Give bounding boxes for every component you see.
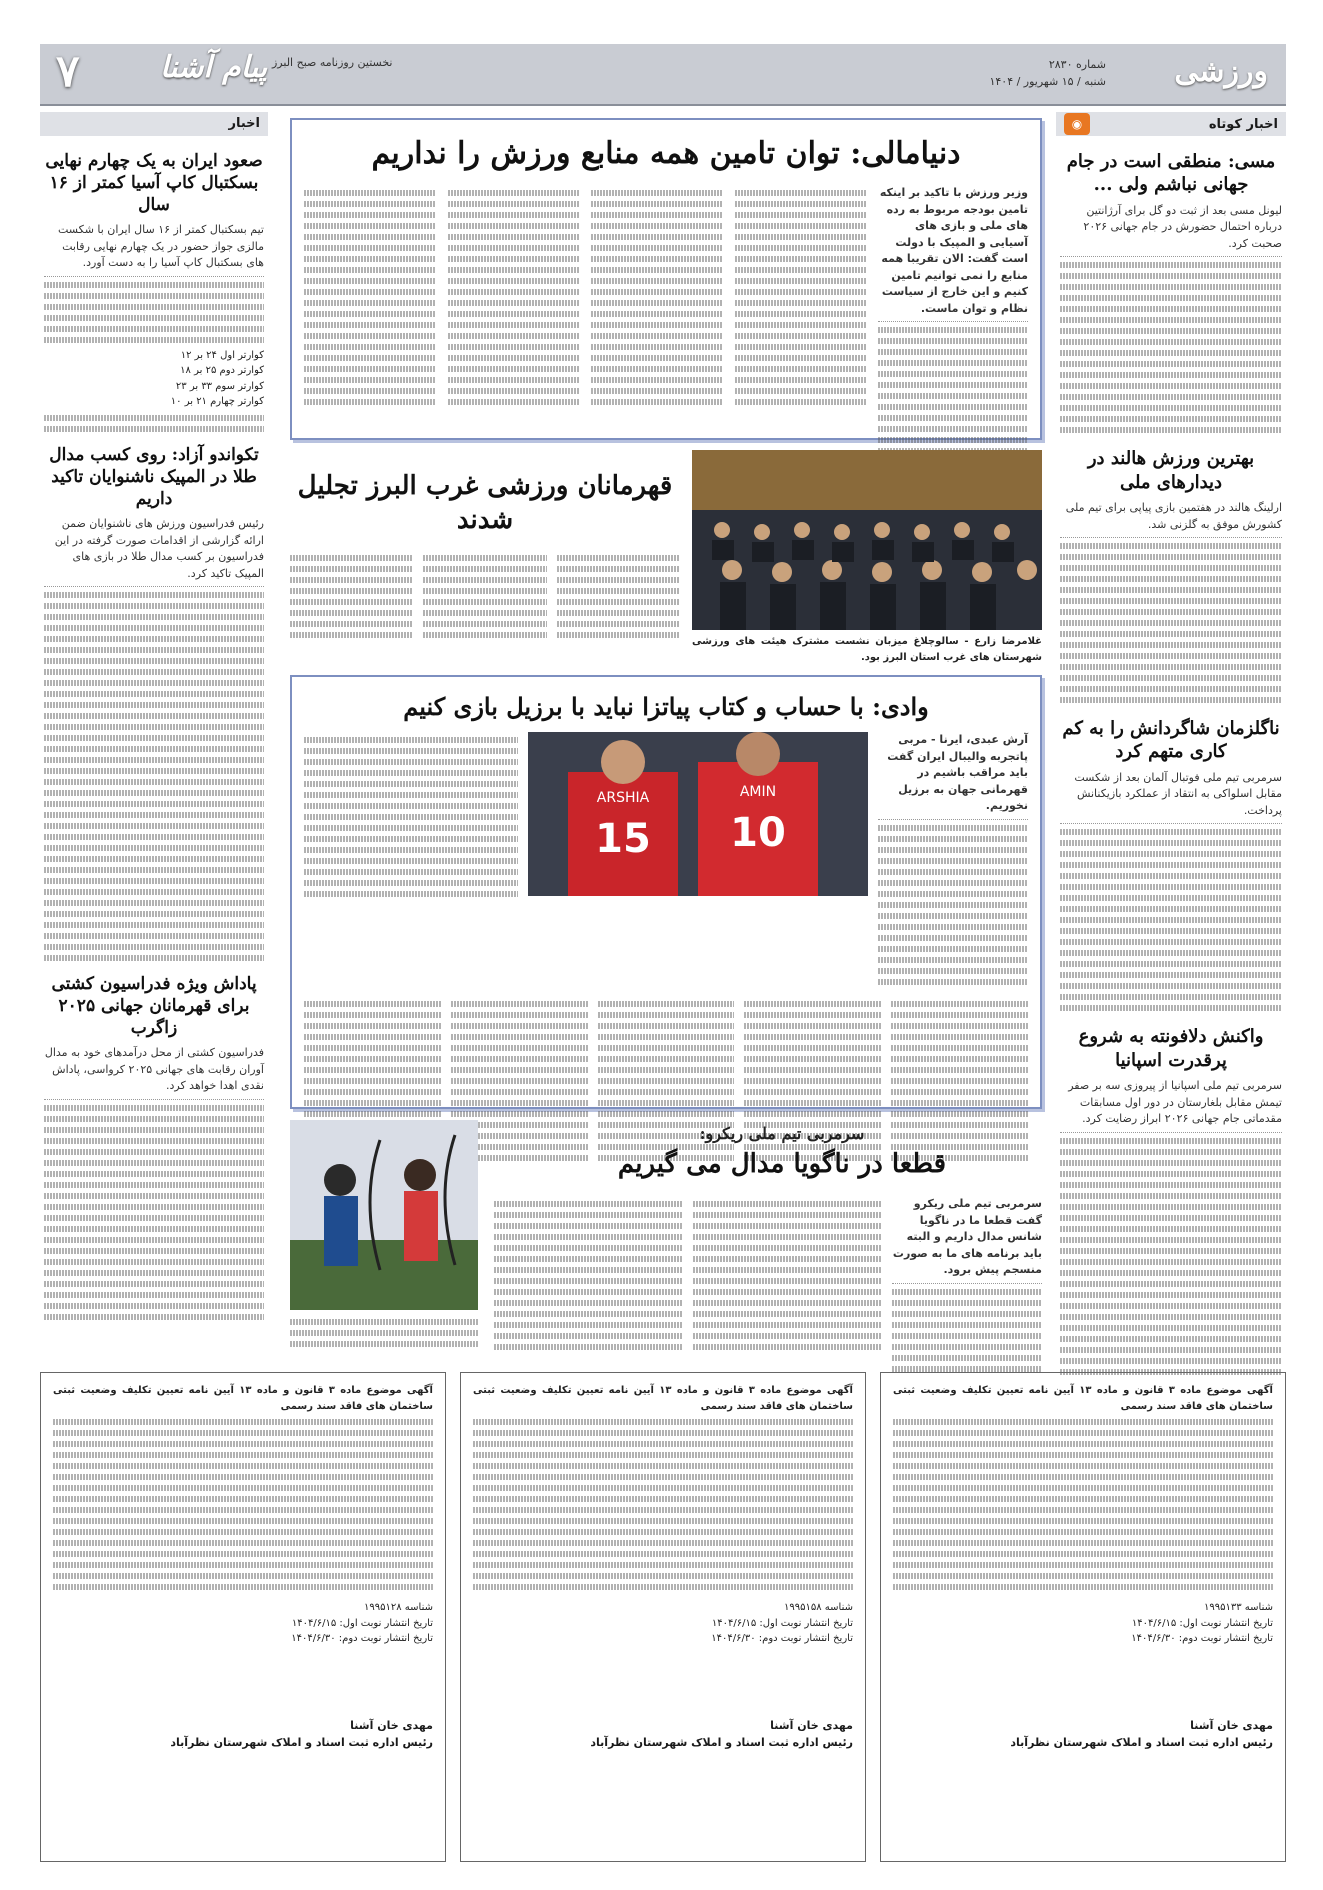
signatory-title: رئیس اداره ثبت اسناد و املاک شهرستان نظرآباد	[590, 1736, 853, 1750]
archery-story	[290, 1120, 1042, 1350]
issue-number: شماره ۲۸۳۰	[1048, 58, 1106, 71]
notice-date: تاریخ انتشار نوبت اول: ۱۴۰۴/۶/۱۵	[1131, 1617, 1273, 1629]
notice-lead: آگهی موضوع ماده ۳ قانون و ماده ۱۳ آیین نامه تعیین تکلیف وضعیت ثبتی ساختمان های فاقد سند رسمی	[473, 1385, 853, 1412]
jersey-name-left: ARSHIA	[596, 790, 650, 807]
champions-headline: قهرمانان ورزشی غرب البرز تجلیل شدند	[297, 471, 673, 535]
notice-ref: شناسه ۱۹۹۵۱۲۸	[364, 1602, 433, 1613]
archery-photo	[290, 1120, 478, 1310]
jersey-name-right: AMIN	[739, 784, 777, 801]
legal-notices-row	[40, 1372, 1286, 1862]
players-illustration	[528, 732, 868, 896]
issue-info	[989, 56, 1106, 90]
jersey-number-left: 15	[595, 816, 651, 863]
issue-date: شنبه / ۱۵ شهریور / ۱۴۰۴	[989, 75, 1106, 88]
volleyball-lead: آرش عبدی، ایرنا - مربی پاتجربه والیبال ایران گفت باید مراقب باشیم در قهرمانی جهان به برزیل نخوریم.	[878, 732, 1028, 820]
signatory-title: رئیس اداره ثبت اسناد و املاک شهرستان نظرآباد	[170, 1736, 433, 1750]
signatory-name: مهدی خان آشنا	[1190, 1718, 1273, 1732]
signatory-name: مهدی خان آشنا	[350, 1718, 433, 1732]
volleyball-photo	[528, 732, 868, 896]
notice-ref: شناسه ۱۹۹۵۱۵۸	[784, 1602, 853, 1613]
notice-lead: آگهی موضوع ماده ۳ قانون و ماده ۱۳ آیین نامه تعیین تکلیف وضعیت ثبتی ساختمان های فاقد سند رسمی	[53, 1385, 433, 1412]
news-lead: رئیس فدراسیون ورزش های ناشنوایان ضمن ارائه گزارشی از اقدامات صورت گرفته در این فدراسیون بر کسب مدال طلا در بازی های المپیک تاکید کرد.	[44, 516, 264, 587]
notice-date: تاریخ انتشار نوبت دوم: ۱۴۰۴/۶/۳۰	[1131, 1633, 1273, 1644]
photo-caption: غلامرضا زارع - سالوچلاغ میزبان نشست مشترک هیئت های ورزشی شهرستان های غرب استان البرز بود.	[692, 636, 1042, 663]
news-headline: تکواندو آزاد: روی کسب مدال طلا در المپیک ناشنوایان تاکید داریم	[49, 444, 259, 509]
news-headline: صعود ایران به یک چهارم نهایی بسکتبال کاپ آسیا کمتر از ۱۶ سال	[45, 151, 263, 216]
news-column	[40, 112, 268, 1352]
archery-headline: قطعا در ناگویا مدال می گیریم	[617, 1149, 947, 1179]
notice-lead: آگهی موضوع ماده ۳ قانون و ماده ۱۳ آیین نامه تعیین تکلیف وضعیت ثبتی ساختمان های فاقد سند رسمی	[893, 1385, 1273, 1412]
score-item: کوارتر سوم ۳۳ بر ۲۳	[175, 380, 264, 392]
archers-illustration	[290, 1120, 478, 1310]
notice-date: تاریخ انتشار نوبت اول: ۱۴۰۴/۶/۱۵	[291, 1617, 433, 1629]
archery-lead: سرمربی تیم ملی ریکرو گفت قطعا ما در ناگویا شانس مدال داریم و البته باید برنامه های ما به صورت منسجم پیش برود.	[892, 1196, 1042, 1284]
score-item: کوارتر چهارم ۲۱ بر ۱۰	[170, 396, 264, 408]
main-story	[290, 118, 1042, 440]
page-number: ۷	[56, 46, 80, 97]
archery-kicker: سرمربی تیم ملی ریکرو:	[699, 1124, 865, 1143]
signatory-title: رئیس اداره ثبت اسناد و املاک شهرستان نظرآباد	[1010, 1736, 1273, 1750]
news-lead: سرمربی تیم ملی فوتبال آلمان بعد از شکست مقابل اسلواکی به انتقاد از عملکرد بازیکنانش پرداخت.	[1060, 770, 1282, 825]
masthead	[40, 44, 1286, 106]
champions-story	[290, 450, 1042, 662]
notice-ref: شناسه ۱۹۹۵۱۳۳	[1204, 1602, 1273, 1613]
notice-date: تاریخ انتشار نوبت دوم: ۱۴۰۴/۶/۳۰	[291, 1633, 433, 1644]
audience-illustration	[692, 450, 1042, 630]
news-headline: پاداش ویژه فدراسیون کشتی برای قهرمانان جهانی ۲۰۲۵ زاگرب	[51, 974, 257, 1039]
newspaper-logo: پیام آشنا	[160, 50, 268, 85]
score-list	[44, 348, 264, 410]
section-title: ورزشی	[1174, 54, 1268, 89]
notice-date: تاریخ انتشار نوبت دوم: ۱۴۰۴/۶/۳۰	[711, 1633, 853, 1644]
ceremony-photo	[692, 450, 1042, 630]
news-headline: ناگلزمان شاگردانش را به کم کاری متهم کرد	[1062, 718, 1280, 763]
news-headline: مسی: منطقی است در جام جهانی نباشم ولی ...	[1066, 151, 1276, 196]
score-item: کوارتر اول ۲۴ بر ۱۲	[180, 349, 264, 361]
news-lead: تیم بسکتبال کمتر از ۱۶ سال ایران با شکست مالزی جواز حضور در یک چهارم نهایی رقابت های بسکتبال کاپ آسیا را به دست آورد.	[44, 222, 264, 277]
legal-notice	[460, 1372, 866, 1862]
score-item: کوارتر دوم ۲۵ بر ۱۸	[180, 365, 264, 377]
main-lead: وزیر ورزش با تاکید بر اینکه تامین بودجه مربوط به رده های ملی و بازی های آسیایی و المپیک با دولت است گفت: الان تقریبا همه منابع را نمی توانیم تامین کنیم و این خارج از سیاست نظام و توان ماست.	[878, 185, 1028, 322]
column-title	[1056, 112, 1286, 136]
main-headline: دنیامالی: توان تامین همه منابع ورزش را نداریم	[371, 136, 961, 171]
news-lead: سرمربی تیم ملی اسپانیا از پیروزی سه بر صفر تیمش مقابل بلغارستان در دور اول مسابقات مقدماتی جام جهانی ۲۰۲۶ ابراز رضایت کرد.	[1060, 1078, 1282, 1133]
jersey-number-right: 10	[730, 810, 786, 857]
column-title-text: اخبار کوتاه	[1208, 116, 1278, 132]
news-headline: واکنش دلافونته به شروع پرقدرت اسپانیا	[1078, 1026, 1264, 1071]
news-lead: ارلینگ هالند در هفتمین بازی پیاپی برای تیم ملی کشورش موفق به گلزنی شد.	[1060, 500, 1282, 538]
news-lead: فدراسیون کشتی از محل درآمدهای خود به مدال آوران رقابت های جهانی ۲۰۲۵ کرواسی، پاداش نقدی اهدا خواهد کرد.	[44, 1045, 264, 1100]
rss-icon: ◉	[1064, 113, 1090, 135]
volleyball-headline: وادی: با حساب و کتاب پیاتزا نباید با برزیل بازی کنیم	[403, 692, 929, 721]
short-news-column	[1056, 112, 1286, 1352]
archery-body	[494, 1196, 1042, 1377]
legal-notice	[40, 1372, 446, 1862]
news-lead: لیونل مسی بعد از ثبت دو گل برای آرژانتین درباره احتمال حضورش در جام جهانی ۲۰۲۶ صحبت کرد.	[1060, 203, 1282, 258]
legal-notice	[880, 1372, 1286, 1862]
notice-date: تاریخ انتشار نوبت اول: ۱۴۰۴/۶/۱۵	[711, 1617, 853, 1629]
tagline: نخستین روزنامه صبح البرز	[272, 56, 393, 69]
column-title: اخبار	[40, 112, 268, 136]
champions-body	[290, 550, 680, 643]
volleyball-story	[290, 675, 1042, 1109]
signatory-name: مهدی خان آشنا	[770, 1718, 853, 1732]
news-headline: بهترین ورزش هالند در دیدارهای ملی	[1087, 448, 1255, 493]
